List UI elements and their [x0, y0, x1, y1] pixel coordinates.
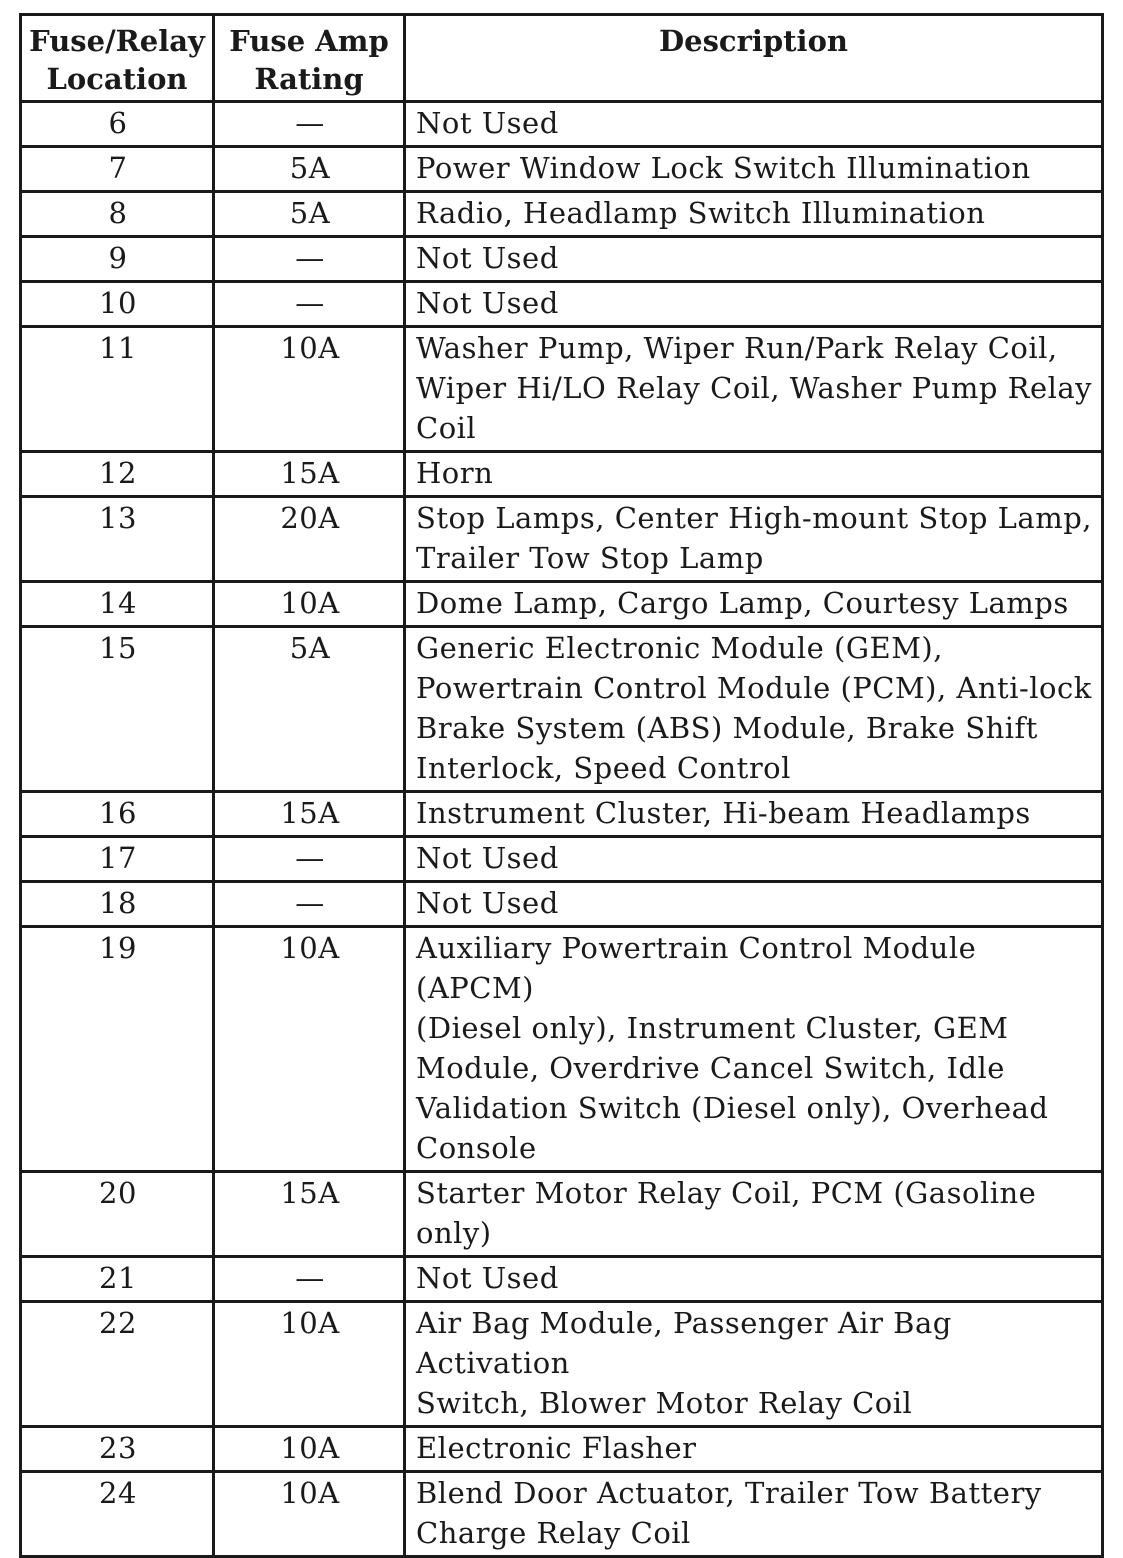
table-row	[21, 102, 1103, 147]
cell-location: 22	[21, 1302, 214, 1427]
cell-description: Blend Door Actuator, Trailer Tow Battery Charge Relay Coil	[405, 1472, 1103, 1557]
header-location: Fuse/Relay Location	[21, 15, 214, 102]
table-row	[21, 192, 1103, 237]
cell-amp-rating: —	[214, 882, 405, 927]
table-row	[21, 452, 1103, 497]
cell-description: Washer Pump, Wiper Run/Park Relay Coil, Wiper Hi/LO Relay Coil, Washer Pump Relay Coil	[405, 327, 1103, 452]
table-row	[21, 927, 1103, 1172]
table-row	[21, 1472, 1103, 1557]
cell-description: Starter Motor Relay Coil, PCM (Gasoline only)	[405, 1172, 1103, 1257]
cell-description: Not Used	[405, 837, 1103, 882]
header-description: Description	[405, 15, 1103, 102]
cell-amp-rating: —	[214, 1257, 405, 1302]
cell-location: 20	[21, 1172, 214, 1257]
cell-location: 7	[21, 147, 214, 192]
cell-description: Generic Electronic Module (GEM), Powertrain Control Module (PCM), Anti-lock Brake System (ABS) Module, Brake Shift Interlock, Speed Control	[405, 627, 1103, 792]
cell-description: Radio, Headlamp Switch Illumination	[405, 192, 1103, 237]
table-row	[21, 1427, 1103, 1472]
cell-location: 13	[21, 497, 214, 582]
cell-amp-rating: —	[214, 282, 405, 327]
cell-location: 17	[21, 837, 214, 882]
cell-description: Instrument Cluster, Hi-beam Headlamps	[405, 792, 1103, 837]
cell-amp-rating: 10A	[214, 927, 405, 1172]
table-row	[21, 1257, 1103, 1302]
table-row	[21, 1302, 1103, 1427]
cell-description: Air Bag Module, Passenger Air Bag Activation Switch, Blower Motor Relay Coil	[405, 1302, 1103, 1427]
cell-description: Power Window Lock Switch Illumination	[405, 147, 1103, 192]
cell-amp-rating: 15A	[214, 452, 405, 497]
cell-location: 23	[21, 1427, 214, 1472]
table-row	[21, 627, 1103, 792]
cell-description: Dome Lamp, Cargo Lamp, Courtesy Lamps	[405, 582, 1103, 627]
table-row	[21, 237, 1103, 282]
table-row	[21, 582, 1103, 627]
cell-amp-rating: 10A	[214, 582, 405, 627]
cell-location: 10	[21, 282, 214, 327]
cell-amp-rating: 15A	[214, 792, 405, 837]
cell-location: 11	[21, 327, 214, 452]
cell-amp-rating: —	[214, 837, 405, 882]
cell-description: Auxiliary Powertrain Control Module (APCM) (Diesel only), Instrument Cluster, GEM Module, Overdrive Cancel Switch, Idle Validation Switch (Diesel only), Overhead Console	[405, 927, 1103, 1172]
cell-amp-rating: 5A	[214, 192, 405, 237]
cell-location: 19	[21, 927, 214, 1172]
fuse-table-container	[19, 13, 1104, 1558]
cell-description: Electronic Flasher	[405, 1427, 1103, 1472]
table-row	[21, 792, 1103, 837]
cell-amp-rating: 5A	[214, 627, 405, 792]
table-row	[21, 147, 1103, 192]
cell-amp-rating: 5A	[214, 147, 405, 192]
cell-amp-rating: 10A	[214, 1302, 405, 1427]
table-row	[21, 282, 1103, 327]
cell-amp-rating: 20A	[214, 497, 405, 582]
cell-description: Not Used	[405, 882, 1103, 927]
cell-amp-rating: —	[214, 102, 405, 147]
cell-location: 14	[21, 582, 214, 627]
cell-location: 24	[21, 1472, 214, 1557]
cell-description: Not Used	[405, 237, 1103, 282]
header-amp-rating: Fuse Amp Rating	[214, 15, 405, 102]
cell-location: 15	[21, 627, 214, 792]
cell-location: 18	[21, 882, 214, 927]
cell-location: 9	[21, 237, 214, 282]
fuse-table	[19, 13, 1104, 1558]
cell-amp-rating: —	[214, 237, 405, 282]
table-body	[21, 102, 1103, 1557]
cell-amp-rating: 10A	[214, 1427, 405, 1472]
cell-amp-rating: 10A	[214, 327, 405, 452]
table-row	[21, 882, 1103, 927]
cell-location: 16	[21, 792, 214, 837]
cell-description: Stop Lamps, Center High-mount Stop Lamp, Trailer Tow Stop Lamp	[405, 497, 1103, 582]
cell-amp-rating: 15A	[214, 1172, 405, 1257]
cell-amp-rating: 10A	[214, 1472, 405, 1557]
cell-location: 12	[21, 452, 214, 497]
cell-location: 8	[21, 192, 214, 237]
table-row	[21, 327, 1103, 452]
cell-location: 21	[21, 1257, 214, 1302]
cell-description: Not Used	[405, 1257, 1103, 1302]
table-row	[21, 497, 1103, 582]
cell-description: Not Used	[405, 282, 1103, 327]
cell-description: Not Used	[405, 102, 1103, 147]
table-row	[21, 1172, 1103, 1257]
cell-location: 6	[21, 102, 214, 147]
cell-description: Horn	[405, 452, 1103, 497]
table-row	[21, 837, 1103, 882]
header-row	[21, 15, 1103, 102]
